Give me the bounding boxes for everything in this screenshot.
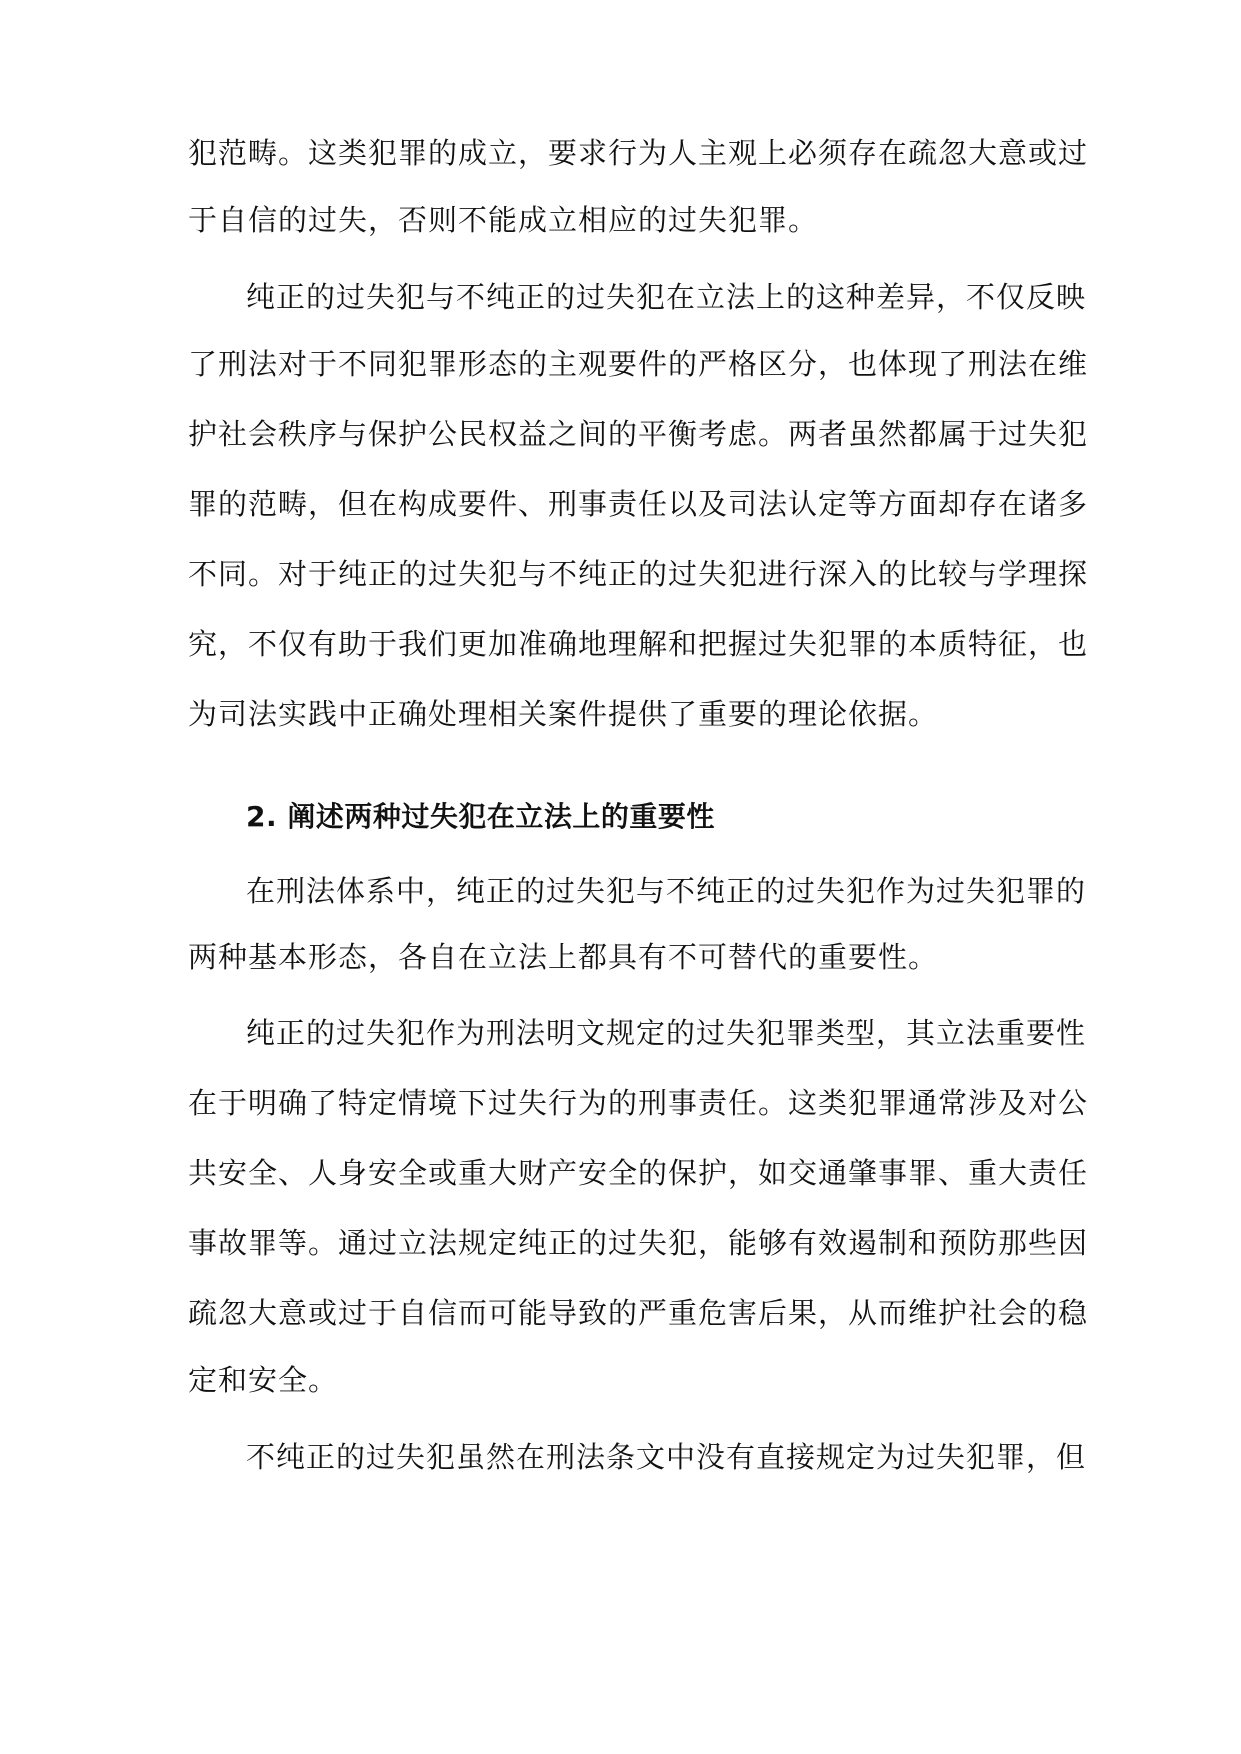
section-paragraph-3-line-1: 不纯正的过失犯虽然在刑法条文中没有直接规定为过失犯罪，但 bbox=[246, 1440, 1087, 1474]
section-paragraph-2-line-6: 定和安全。 bbox=[188, 1363, 339, 1397]
paragraph-2-line-2: 了刑法对于不同犯罪形态的主观要件的严格区分，也体现了刑法在维 bbox=[188, 347, 1089, 381]
paragraph-2-line-7: 为司法实践中正确处理相关案件提供了重要的理论依据。 bbox=[188, 697, 939, 731]
paragraph-2-line-6: 究，不仅有助于我们更加准确地理解和把握过失犯罪的本质特征，也 bbox=[188, 627, 1089, 661]
paragraph-2-line-5: 不同。对于纯正的过失犯与不纯正的过失犯进行深入的比较与学理探 bbox=[188, 557, 1089, 591]
paragraph-1-line-1: 犯范畴。这类犯罪的成立，要求行为人主观上必须存在疏忽大意或过 bbox=[188, 136, 1089, 170]
section-paragraph-2-line-1: 纯正的过失犯作为刑法明文规定的过失犯罪类型，其立法重要性 bbox=[246, 1016, 1087, 1050]
section-paragraph-2-line-3: 共安全、人身安全或重大财产安全的保护，如交通肇事罪、重大责任 bbox=[188, 1156, 1089, 1190]
paragraph-2-line-4: 罪的范畴，但在构成要件、刑事责任以及司法认定等方面却存在诸多 bbox=[188, 487, 1089, 521]
paragraph-1-line-2: 于自信的过失，否则不能成立相应的过失犯罪。 bbox=[188, 203, 819, 237]
section-paragraph-1-line-2: 两种基本形态，各自在立法上都具有不可替代的重要性。 bbox=[188, 940, 939, 974]
paragraph-2-line-1: 纯正的过失犯与不纯正的过失犯在立法上的这种差异，不仅反映 bbox=[246, 280, 1087, 314]
section-heading: 2. 阐述两种过失犯在立法上的重要性 bbox=[246, 800, 715, 833]
section-paragraph-2-line-4: 事故罪等。通过立法规定纯正的过失犯，能够有效遏制和预防那些因 bbox=[188, 1226, 1089, 1260]
section-paragraph-2-line-2: 在于明确了特定情境下过失行为的刑事责任。这类犯罪通常涉及对公 bbox=[188, 1086, 1089, 1120]
section-paragraph-1-line-1: 在刑法体系中，纯正的过失犯与不纯正的过失犯作为过失犯罪的 bbox=[246, 874, 1087, 908]
section-paragraph-2-line-5: 疏忽大意或过于自信而可能导致的严重危害后果，从而维护社会的稳 bbox=[188, 1296, 1089, 1330]
paragraph-2-line-3: 护社会秩序与保护公民权益之间的平衡考虑。两者虽然都属于过失犯 bbox=[188, 417, 1089, 451]
